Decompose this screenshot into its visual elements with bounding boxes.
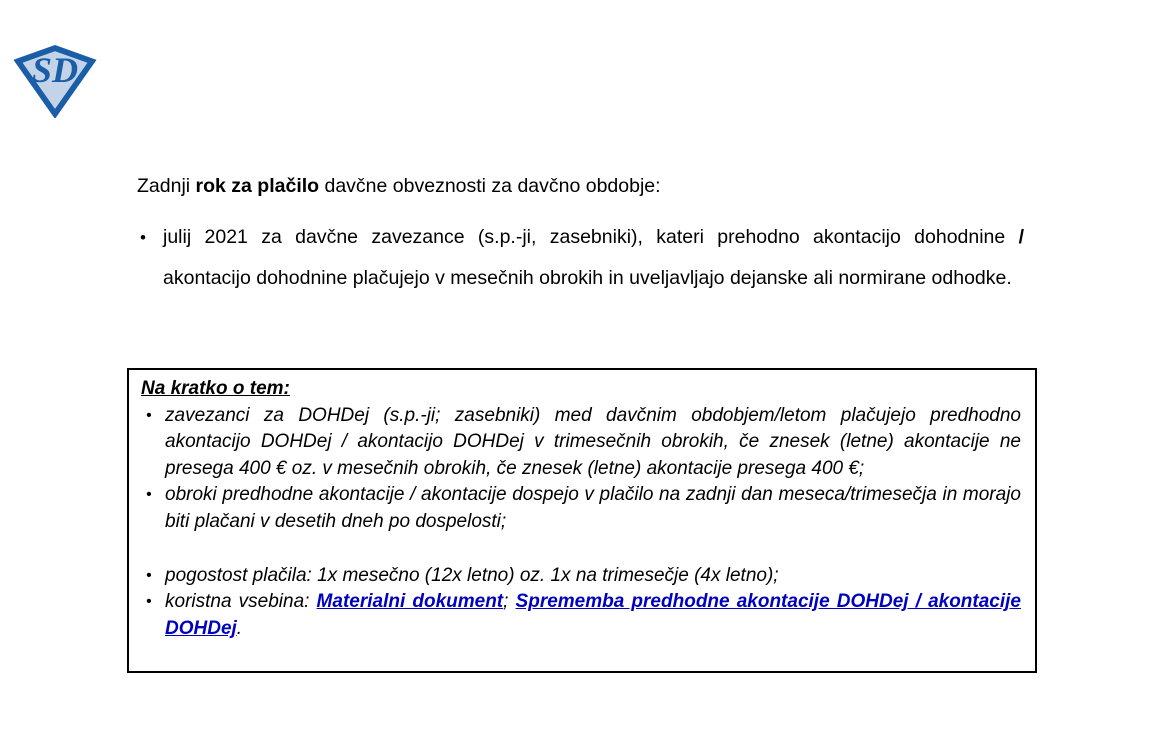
main-bullet-part2: akontacijo dohodnine plačujejo v mesečnih obrokih in uveljavljajo dejanske ali normirane odhodke.	[163, 267, 1012, 289]
bullet-icon: •	[146, 593, 152, 611]
box-bullet-item	[141, 482, 1021, 535]
bullet-icon: •	[146, 486, 152, 504]
box-bullet-2-text: obroki predhodne akontacije / akontacije dospejo v plačilo na zadnji dan meseca/trimesečja in morajo biti plačani v desetih dneh po dospelosti;	[165, 484, 1021, 532]
blank-line	[141, 536, 1021, 563]
main-bullet-text	[163, 217, 1024, 299]
bullet-icon: •	[140, 228, 146, 247]
box-bullet-1-text: zavezanci za DOHDej (s.p.-ji; zasebniki) med davčnim obdobjem/letom plačujejo predhodno akontacijo DOHDej / akontacijo DOHDej v trimesečnih obrokih, če znesek (letne) akontacije ne presega 400 € oz. v mesečnih obrokih, če znesek (letne) akontacije presega 400 €;	[165, 404, 1021, 479]
bullet-icon: •	[146, 406, 152, 424]
intro-line	[137, 173, 661, 199]
link-separator: ;	[503, 591, 516, 613]
box-bullet-4-text	[165, 589, 1021, 642]
sd-shield-logo	[13, 44, 97, 118]
box-bullet-item	[141, 563, 1021, 590]
box-bullet-item	[141, 589, 1021, 642]
summary-box	[127, 368, 1037, 673]
main-bullet-part1: julij 2021 za davčne zavezance (s.p.-ji, zasebniki), kateri prehodno akontacijo dohodnine	[163, 226, 1019, 248]
intro-prefix: Zadnji	[137, 175, 196, 197]
link-sprememba-akontacije[interactable]: Sprememba predhodne akontacije DOHDej / akontacije DOHDej	[165, 591, 1022, 639]
logo-letters: SD	[31, 49, 79, 90]
bullet-icon: •	[146, 566, 152, 584]
intro-suffix: davčne obveznosti za davčno obdobje:	[319, 175, 661, 197]
main-bullet-slash: /	[1018, 226, 1024, 248]
sentence-period: .	[236, 617, 243, 639]
intro-bold-phrase: rok za plačilo	[195, 175, 320, 197]
box-title: Na kratko o tem:	[141, 378, 290, 399]
main-bullet-item	[140, 217, 1024, 299]
box-bullet-3-text: pogostost plačila: 1x mesečno (12x letno) oz. 1x na trimesečje (4x letno);	[165, 564, 779, 586]
link-materialni-dokument[interactable]: Materialni dokument	[316, 591, 504, 613]
useful-content-label: koristna vsebina:	[165, 591, 317, 613]
box-bullet-item	[141, 403, 1021, 483]
